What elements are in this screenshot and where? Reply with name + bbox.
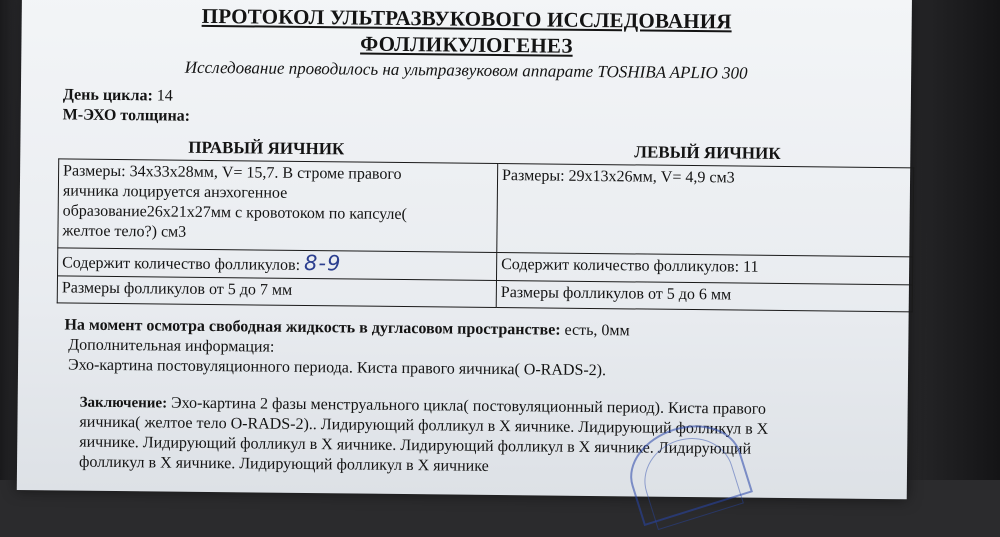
conclusion-label: Заключение: — [79, 394, 168, 412]
right-follicle-size-cell — [57, 276, 496, 308]
left-follicle-size: Размеры фолликулов от 5 до 6 мм — [500, 284, 732, 304]
left-follicle-size-cell — [496, 280, 912, 311]
left-follicle-count-cell — [496, 252, 912, 284]
table-row — [58, 159, 914, 257]
right-follicle-size: Размеры фолликулов от 5 до 7 мм — [61, 279, 293, 299]
document-title: ПРОТОКОЛ УЛЬТРАЗВУКОВОГО ИССЛЕДОВАНИЯ — [201, 3, 732, 34]
additional-info-label: Дополнительная информация: — [68, 336, 275, 356]
cycle-day-label: День цикла: — [62, 86, 153, 105]
right-ovary-size-line: яичника лоцируется анэхогенное — [62, 182, 288, 202]
document-subtitle: ФОЛЛИКУЛОГЕНЕЗ — [360, 31, 573, 58]
right-follicle-count-label: Содержит количество фолликулов: — [62, 254, 301, 274]
left-ovary-size-cell — [497, 163, 914, 256]
right-ovary-size-line: Размеры: 34х33х28мм, V= 15,7. В строме правого — [63, 162, 402, 183]
additional-info-text: Эхо-картина постовуляционного периода. Киста правого яичника( O-RADS-2). — [67, 356, 607, 380]
free-fluid-label: На момент осмотра свободная жидкость в дугласовом пространстве: — [64, 316, 561, 339]
right-ovary-heading: ПРАВЫЙ ЯИЧНИК — [188, 137, 345, 159]
conclusion-line: яичнике. Лидирующий фолликул в Х яичнике. Лидирующий фолликул в Х яичнике. Лидирующий — [79, 433, 752, 458]
m-echo-label: М-ЭХО толщина: — [62, 106, 191, 125]
conclusion-line: фолликул в Х яичнике. Лидирующий фолликул в Х яичнике — [78, 453, 489, 475]
conclusion-text: Эхо-картина 2 фазы менструального цикла( постовуляционный период). Киста правого — [171, 394, 767, 418]
cycle-day-value: 14 — [156, 87, 173, 105]
device-line: Исследование проводилось на ультразвуковом аппарате TOSHIBA APLIO 300 — [184, 57, 748, 83]
handwritten-follicle-count: 8-9 — [304, 250, 342, 276]
stamp-inner-ring — [634, 427, 744, 530]
left-follicle-count: Содержит количество фолликулов: 11 — [501, 256, 759, 276]
cycle-day-row — [63, 86, 173, 105]
right-ovary-size-line: желтое тело?) см3 — [62, 222, 187, 241]
left-ovary-size-line: Размеры: 29х13х26мм, V= 4,9 см3 — [501, 167, 735, 187]
right-ovary-size-cell — [58, 159, 498, 253]
protocol-sheet — [17, 0, 912, 499]
conclusion-line: яичника( желтое тело O-RADS-2).. Лидирующий фолликул в Х яичнике. Лидирующий фолликул в Х — [79, 413, 769, 438]
free-fluid-value: есть, 0мм — [564, 321, 630, 340]
ovaries-table — [57, 158, 914, 312]
right-ovary-size-line: образование26х21х27мм с кровотоком по капсуле( — [62, 202, 407, 224]
left-ovary-heading: ЛЕВЫЙ ЯИЧНИК — [634, 142, 781, 163]
